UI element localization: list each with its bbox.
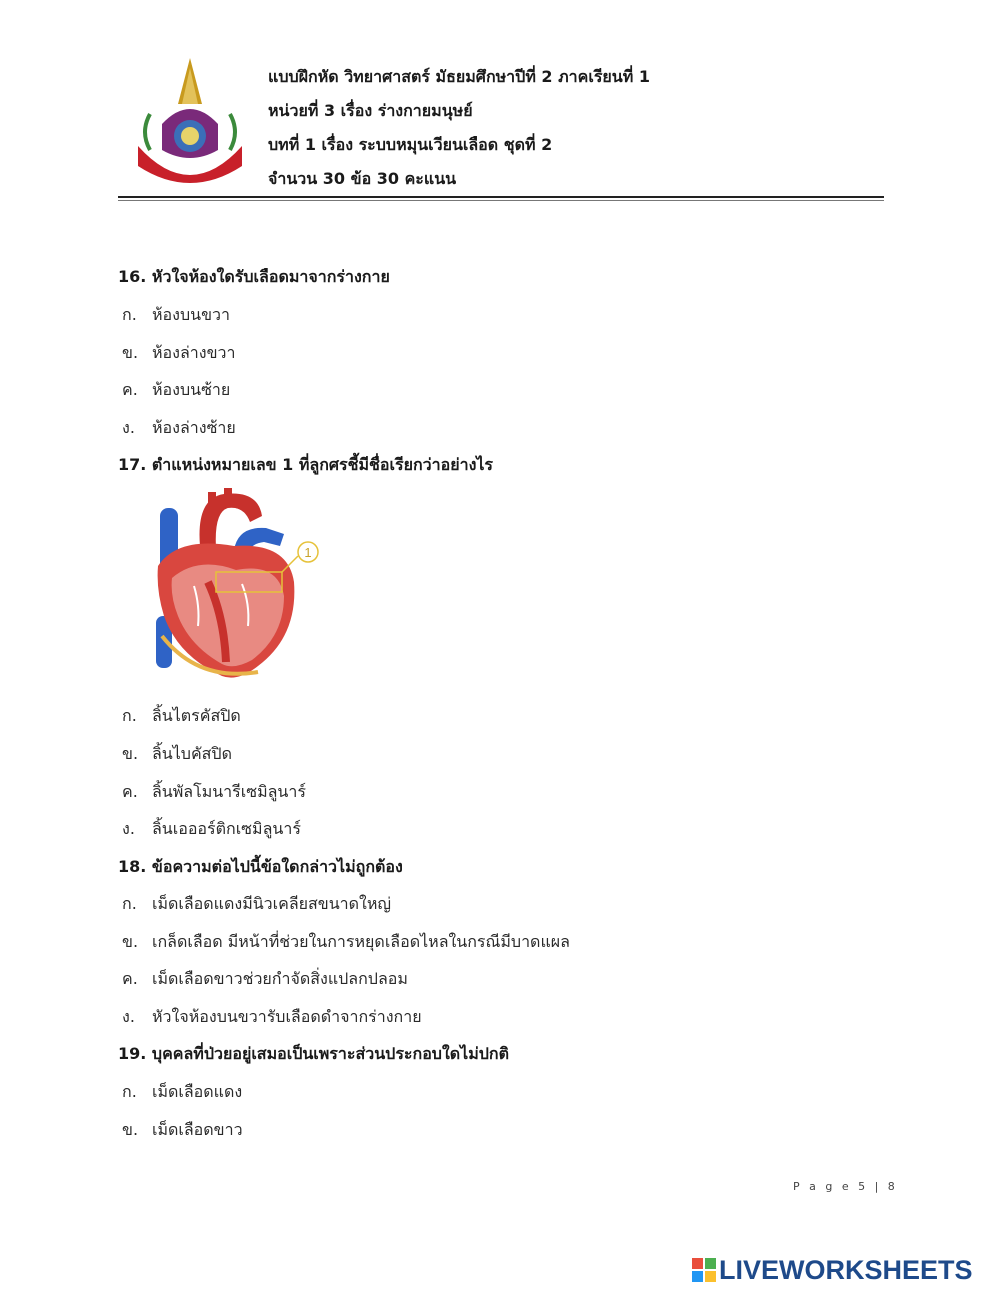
option-text: ห้องล่างขวา [152,343,236,362]
option-letter: ก. [122,894,137,913]
option-letter: ก. [122,706,137,725]
question-16: 16. หัวใจห้องใดรับเลือดมาจากร่างกาย [118,267,390,286]
figure-callout-label: 1 [304,545,312,560]
header-line: บทที่ 1 เรื่อง ระบบหมุนเวียนเลือด ชุดที่ 2 [268,135,553,154]
page-number: P a g e 5 | 8 [793,1180,898,1193]
option-letter: ข. [122,932,139,951]
heart-diagram [138,486,324,688]
option-17-b[interactable] [122,742,232,767]
option-letter: ง. [122,819,135,838]
option-17-a[interactable] [122,704,241,729]
option-text: ลิ้นพัลโมนารีเซมิลูนาร์ [152,782,306,801]
header-line: แบบฝึกหัด วิทยาศาสตร์ มัธยมศึกษาปีที่ 2 ภาคเรียนที่ 1 [268,67,650,86]
header-line: หน่วยที่ 3 เรื่อง ร่างกายมนุษย์ [268,101,473,120]
option-text: ห้องบนซ้าย [152,380,231,399]
option-16-b[interactable] [122,341,235,366]
option-text: ห้องล่างซ้าย [152,418,236,437]
option-letter: ก. [122,305,137,324]
option-16-a[interactable] [122,303,230,328]
option-letter: ง. [122,1007,135,1026]
option-text: ลิ้นไบคัสปิด [152,744,232,763]
liveworksheets-brand[interactable] [692,1254,973,1286]
header-divider [118,196,884,198]
question-17: 17. ตำแหน่งหมายเลข 1 ที่ลูกศรชี้มีชื่อเรียกว่าอย่างไร [118,455,494,474]
option-letter: ข. [122,744,139,763]
option-text: เม็ดเลือดขาวช่วยกำจัดสิ่งแปลกปลอม [152,969,408,988]
question-18: 18. ข้อความต่อไปนี้ข้อใดกล่าวไม่ถูกต้อง [118,857,403,876]
option-text: เม็ดเลือดแดง [152,1082,243,1101]
option-17-d[interactable] [122,817,301,842]
option-text: ลิ้นไตรคัสปิด [152,706,241,725]
option-18-a[interactable] [122,892,391,917]
option-letter: ข. [122,1120,139,1139]
option-letter: ค. [122,380,138,399]
option-16-d[interactable] [122,416,236,441]
option-letter: ง. [122,418,135,437]
question-19: 19. บุคคลที่ป่วยอยู่เสมอเป็นเพราะส่วนประกอบใดไม่ปกติ [118,1044,509,1063]
option-19-a[interactable] [122,1080,242,1105]
page-header [118,50,884,200]
brand-name: LIVEWORKSHEETS [719,1254,973,1285]
option-text: ลิ้นเอออร์ติกเซมิลูนาร์ [152,819,301,838]
header-line: จำนวน 30 ข้อ 30 คะแนน [268,169,457,188]
liveworksheets-logo-icon [692,1258,716,1282]
option-18-b[interactable] [122,930,570,955]
option-16-c[interactable] [122,378,230,403]
option-17-c[interactable] [122,780,306,805]
option-letter: ข. [122,343,139,362]
school-logo [132,54,248,194]
header-divider-thin [118,200,884,201]
option-letter: ค. [122,782,138,801]
option-text: เกล็ดเลือด มีหน้าที่ช่วยในการหยุดเลือดไหลในกรณีมีบาดแผล [152,932,570,951]
option-text: หัวใจห้องบนขวารับเลือดดำจากร่างกาย [152,1007,422,1026]
option-text: เม็ดเลือดแดงมีนิวเคลียสขนาดใหญ่ [152,894,392,913]
option-18-c[interactable] [122,967,408,992]
option-letter: ค. [122,969,138,988]
option-text: ห้องบนขวา [152,305,230,324]
option-text: เม็ดเลือดขาว [152,1120,243,1139]
option-letter: ก. [122,1082,137,1101]
option-18-d[interactable] [122,1005,422,1030]
option-19-b[interactable] [122,1118,243,1143]
